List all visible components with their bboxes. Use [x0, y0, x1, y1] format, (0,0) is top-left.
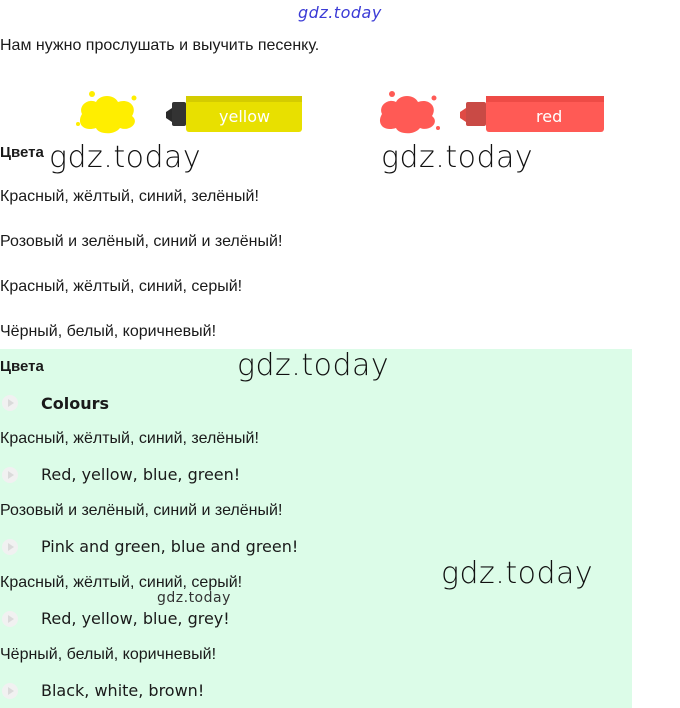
- section1-line-2: Розовый и зелёный, синий и зелёный!: [0, 233, 283, 250]
- pair-4-en: Black, white, brown!: [41, 681, 205, 700]
- pair-3-ru: Красный, жёлтый, синий, серый!: [0, 574, 243, 591]
- pair-1-en: Red, yellow, blue, green!: [41, 465, 241, 484]
- red-marker-label: red: [536, 107, 563, 126]
- yellow-splash-icon: [76, 91, 137, 133]
- red-highlighter-icon: [460, 96, 604, 132]
- play-icon[interactable]: [2, 539, 18, 555]
- watermark-2: gdz.today: [381, 140, 534, 175]
- red-splash-icon: [380, 91, 440, 133]
- section1-line-1: Красный, жёлтый, синий, зелёный!: [0, 188, 259, 205]
- watermark-4: gdz.today: [441, 556, 594, 591]
- pair-2-en: Pink and green, blue and green!: [41, 537, 299, 556]
- intro-text: Нам нужно прослушать и выучить песенку.: [0, 37, 320, 54]
- watermark-1: gdz.today: [49, 140, 202, 175]
- yellow-marker-illustration: [74, 88, 306, 136]
- pair-1-ru: Красный, жёлтый, синий, зелёный!: [0, 430, 259, 447]
- watermark-3: gdz.today: [237, 348, 390, 383]
- watermark-small: gdz.today: [157, 590, 231, 606]
- watermark-top: gdz.today: [298, 3, 382, 22]
- section2-subtitle: Colours: [41, 394, 110, 413]
- section2-heading: Цвета: [0, 358, 44, 375]
- play-icon[interactable]: [2, 395, 18, 411]
- yellow-marker-label: yellow: [219, 107, 271, 126]
- play-icon[interactable]: [2, 611, 18, 627]
- play-icon[interactable]: [2, 467, 18, 483]
- section1-line-3: Красный, жёлтый, синий, серый!: [0, 278, 243, 295]
- red-marker-illustration: [376, 88, 608, 136]
- pair-3-en: Red, yellow, blue, grey!: [41, 609, 230, 628]
- section1-line-4: Чёрный, белый, коричневый!: [0, 323, 217, 340]
- play-icon[interactable]: [2, 683, 18, 699]
- pair-2-ru: Розовый и зелёный, синий и зелёный!: [0, 502, 283, 519]
- section1-heading: Цвета: [0, 144, 44, 161]
- pair-4-ru: Чёрный, белый, коричневый!: [0, 646, 217, 663]
